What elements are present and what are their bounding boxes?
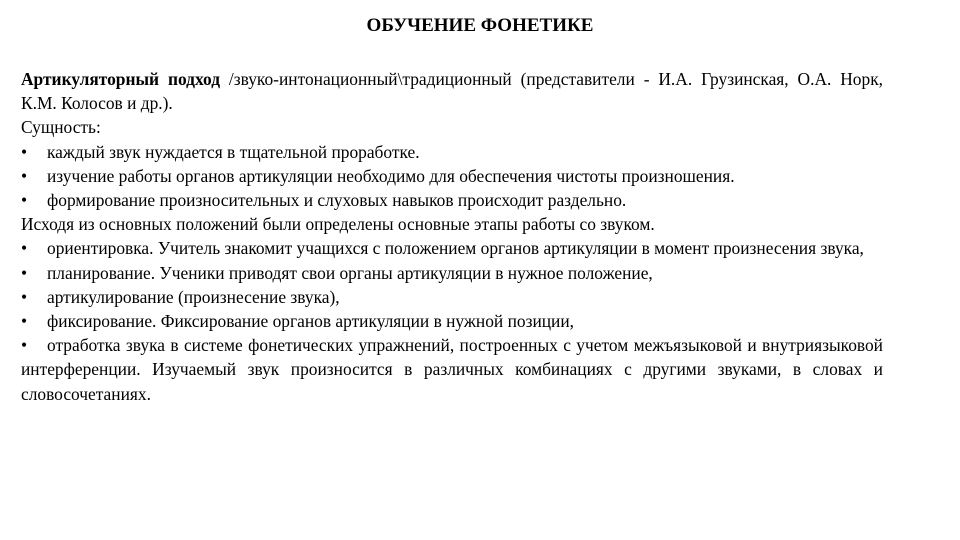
list-item-text: каждый звук нуждается в тщательной проработке.	[47, 141, 420, 162]
list-item-text: ориентировка. Учитель знакомит учащихся с положением органов артикуляции в момент произнесения звука,	[47, 238, 864, 259]
page-title: ОБУЧЕНИЕ ФОНЕТИКЕ	[366, 15, 594, 36]
list-item	[21, 285, 883, 309]
list-item-text: планирование. Ученики приводят свои органы артикуляции в нужное положение,	[47, 262, 653, 283]
list-item-text: отработка звука в системе фонетических упражнений, построенных с учетом межъязыковой и внутриязыковой интерференции. Изучаемый звук произносится в различных комбинациях с другими звуками, в словах и словосочетаниях.	[21, 335, 883, 404]
list-item-text: фиксирование. Фиксирование органов артикуляции в нужной позиции,	[47, 311, 575, 332]
bullet-icon: •	[21, 141, 28, 162]
list-item	[21, 188, 883, 212]
list-item	[21, 236, 883, 260]
approach-description: /звуко-интонационный\традиционный (представители - И.А. Грузинская, О.А. Норк, К.М. Колосов и др.).	[21, 69, 883, 114]
list-item-text: формирование произносительных и слуховых навыков происходит раздельно.	[47, 190, 627, 211]
bullet-icon: •	[21, 286, 28, 307]
list-item	[21, 309, 883, 333]
list-item	[21, 164, 883, 188]
bullet-icon: •	[21, 165, 28, 186]
stages-intro: Исходя из основных положений были определены основные этапы работы со звуком.	[21, 214, 655, 235]
list-item	[21, 333, 883, 406]
list-item-text: изучение работы органов артикуляции необходимо для обеспечения чистоты произношения.	[47, 165, 735, 186]
bullet-icon: •	[21, 335, 28, 356]
list-item	[21, 140, 883, 164]
bullet-icon: •	[21, 238, 28, 259]
essence-label: Сущность:	[21, 117, 101, 138]
slide-body	[21, 67, 883, 406]
bullet-icon: •	[21, 262, 28, 283]
bullet-icon: •	[21, 311, 28, 332]
list-item-text: артикулирование (произнесение звука),	[47, 286, 340, 307]
intro-paragraph	[21, 67, 883, 115]
bullet-icon: •	[21, 190, 28, 211]
approach-term: Артикуляторный подход	[21, 69, 220, 89]
list-item	[21, 261, 883, 285]
